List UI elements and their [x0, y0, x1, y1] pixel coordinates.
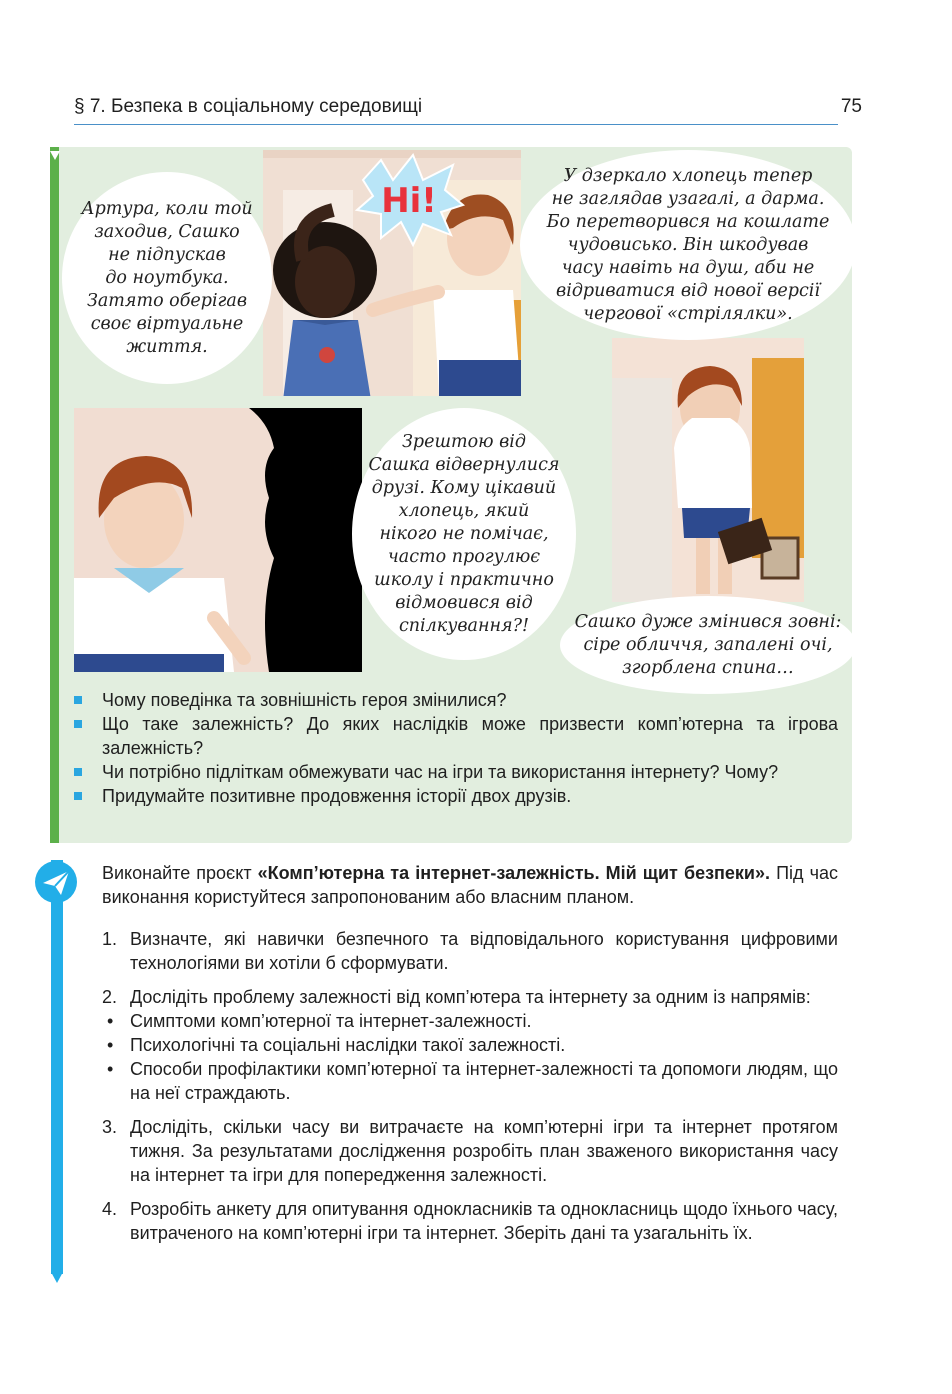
- speech-bubble-3-text: Зрештою від Сашка відвернулися друзі. Кому цікавий хлопець, який нікого не помічає, часто прогулює школу і практично відмовився від спілкування?!: [368, 431, 560, 636]
- section-title: § 7. Безпека в соціальному середовищі: [74, 96, 423, 117]
- discussion-questions: [74, 688, 838, 808]
- square-bullet-icon: [74, 720, 82, 728]
- question-item: [74, 688, 838, 712]
- plan-item: [102, 985, 838, 1009]
- comic-panel-1: [263, 150, 521, 396]
- plan-item-text: Дослідіть проблему залежності від комп’ютера та інтернету за одним із напрямів:: [130, 987, 811, 1007]
- speech-bubble-1-text: Артура, коли той заходив, Сашко не підпускав до ноутбука. Затято оберігав своє віртуальне життя.: [81, 198, 253, 357]
- plan-item-text: Розробіть анкету для опитування однокласників та однокласниць щодо їхнього часу, витраченого на комп’ютерні ігри та інтернет. Зберіть дані та узагальніть їх.: [130, 1199, 838, 1243]
- page-header: [74, 94, 862, 125]
- square-bullet-icon: [74, 792, 82, 800]
- comic-panel-2: [74, 408, 362, 672]
- sub-bullet-text: Симптоми комп’ютерної та інтернет-залежності.: [130, 1011, 532, 1031]
- project-title: «Комп’ютерна та інтернет-залежність. Мій щит безпеки».: [257, 863, 770, 883]
- question-text: Чому поведінка та зовнішність героя змінилися?: [102, 690, 507, 710]
- comic-panel-3-illustration: [612, 338, 804, 602]
- question-item: [74, 784, 838, 808]
- square-bullet-icon: [74, 768, 82, 776]
- speech-bubble-2-text: У дзеркало хлопець тепер не заглядав узагалі, а дарма. Бо перетворився на кошлате чудовисько. Він шкодував часу навіть на душ, аби не відриватися від нової версії чергової «стрілялки».: [546, 165, 830, 324]
- question-text: Придумайте позитивне продовження історії двох друзів.: [102, 786, 572, 806]
- plan-item-number: 3.: [102, 1117, 118, 1137]
- comic-panel-3: [612, 338, 804, 602]
- plan-item-text: Дослідіть, скільки часу ви витрачаєте на комп’ютерні ігри та інтернет протягом тижня. За результатами дослідження розробіть план зваженого використання часу на інтернет та ігри для попередження залежності.: [130, 1117, 838, 1185]
- page-number: 75: [840, 96, 862, 117]
- plan-item-number: 1.: [102, 929, 118, 949]
- green-side-bar: [50, 147, 59, 843]
- plan-item-number: 2.: [102, 987, 118, 1007]
- project-intro-rest: Під час виконання користуйтеся запропонованим або власним планом.: [102, 863, 838, 907]
- shout-text: Ні!: [381, 181, 437, 221]
- sub-bullet-text: Психологічні та соціальні наслідки такої залежності.: [130, 1035, 566, 1055]
- triangle-marker-icon: [51, 1272, 63, 1283]
- project-intro-text: Виконайте проєкт: [102, 863, 258, 883]
- question-text: Чи потрібно підліткам обмежувати час на ігри та використання інтернету? Чому?: [102, 762, 779, 782]
- square-bullet-icon: [74, 696, 82, 704]
- sub-bullet-text: Способи профілактики комп’ютерної та інтернет-залежності та допомоги людям, що на неї страждають.: [130, 1059, 838, 1103]
- plan-item-text: Визначте, які навички безпечного та відповідального користування цифровими технологіями ви хотіли б сформувати.: [130, 929, 838, 973]
- triangle-marker-icon: [50, 151, 60, 160]
- plan-item-number: 4.: [102, 1199, 118, 1219]
- speech-bubble-2: [520, 150, 856, 340]
- question-text: Що таке залежність? До яких наслідків може призвести комп’ютерна та ігрова залежність?: [102, 714, 838, 758]
- question-item: [74, 760, 838, 784]
- speech-bubble-4: [560, 596, 856, 694]
- speech-bubble-4-text: Сашко дуже змінився зовні: сіре обличчя, запалені очі, згорблена спина…: [574, 611, 842, 678]
- bullet-dot-icon: •: [107, 1035, 114, 1055]
- speech-bubble-3: [352, 408, 576, 660]
- plan-item: [102, 1197, 838, 1245]
- plan-item: [102, 1115, 838, 1187]
- speech-bubble-1: [62, 172, 272, 384]
- sub-bullet-item: [102, 1009, 838, 1033]
- project-intro: [102, 861, 838, 909]
- project-task: [102, 861, 838, 1245]
- sub-bullet-item: [102, 1057, 838, 1105]
- plan-item: [102, 927, 838, 975]
- paper-plane-icon: [35, 861, 77, 903]
- question-item: [74, 712, 838, 760]
- comic-panel-2-illustration: [74, 408, 362, 672]
- bullet-dot-icon: •: [107, 1059, 114, 1079]
- bullet-dot-icon: •: [107, 1011, 114, 1031]
- comic-panel-1-illustration: [263, 150, 521, 396]
- sub-bullet-item: [102, 1033, 838, 1057]
- project-side-bar: [51, 860, 63, 1274]
